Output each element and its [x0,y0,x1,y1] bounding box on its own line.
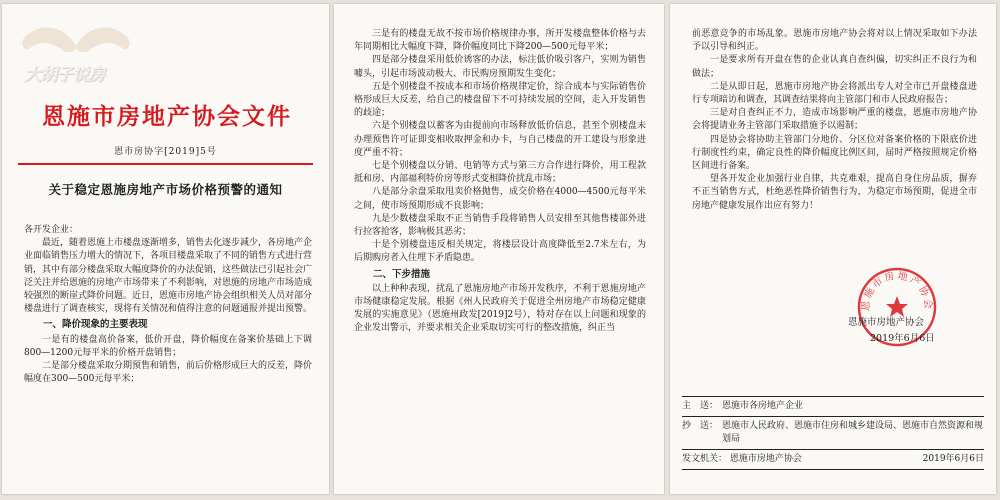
seal-ring-text: 恩施市房地产协会 [860,270,934,312]
main-recipient-value: 恩施市各房地产企业 [722,401,804,411]
page1-body [24,224,312,386]
list-item: 二是部分楼盘采取分期预售和销售，前后价格形成巨大的反差，降价幅度在300—500元每平米； [24,361,313,385]
measures-intro: 以上种种表现，扰乱了恩施房地产市场开发秩序，不利于恩施房地产市场健康稳定发展。根据《州人民政府关于促进全州房地产市场稳定健康发展的实施意见》（恩施州政发[2019]2号），特对存在以上问题和现象的企业发出警示，并要求相关企业采取切实可行的整改措施，纠正当 [354,283,646,334]
routing-block [682,396,984,470]
closing-paragraph: 望各开发企业加强行业自律，共克难艰，提高自身住房品质，摒弃不正当销售方式，杜绝恶性降价销售行为，为稳定市场预期，促进全市房地产健康发展作出应有努力！ [692,174,977,211]
list-item: 六是个别楼盘以蓄客为由提前向市场释放低价信息，甚至个别楼盘未办理预售许可证即变相收取押金和办卡，与自己楼盘的开工建设与形象进度严重不符； [354,121,646,158]
continuation-paragraph: 前恶意竞争的市场乱象。恩施市房地产协会将对以上情况采取如下办法予以引导和纠正。 [692,29,977,53]
measure-item: 一是要求所有开盘在售的企业认真自查纠偏，切实纠正不良行为和做法； [692,55,977,79]
page2-body [354,28,646,336]
issuer-value: 恩施市房地产协会 [729,454,802,464]
watermark-text: 大胡子说房 [24,65,104,85]
list-item: 五是个别楼盘不按成本和市场价格规律定价，综合成本与实际销售价格形成巨大反差，给自己的楼盘留下不可持续发展的空间，走入开发销售的歧途； [354,81,646,119]
salutation: 各开发企业： [24,225,79,235]
measure-item: 三是对自查纠正不力，造成市场影响严重的楼盘，恩施市房地产协会将提请业务主管部门采取措施予以遏制； [692,108,977,132]
section1-heading: 一、降价现象的主要表现 [43,319,148,331]
measure-item: 四是协会将协助主管部门分地价、分区位对备案价格的下限底价进行制度性约束，确定良性的降价幅度比例区间，届时严格按照规定价格区间进行备案。 [692,134,977,172]
divider [682,469,984,470]
signing-organization: 恩施市房地产协会 [848,317,925,328]
document-number: 恩市房协字[2019]5号 [114,147,217,157]
list-item: 七是个别楼盘以分销、电销等方式与第三方合作进行降价，用工程款抵和房、内部福利特价房等形式变相降价扰乱市场； [354,161,646,185]
list-item: 十是个别楼盘违反相关规定，将楼层设计高度降低至2.7米左右，为后期购房者入住埋下矛盾隐患。 [354,240,646,264]
list-item: 四是部分楼盘采用低价诱客的办法，标注低价吸引客户，实则为销售噱头，引起市场波动极大、市民购房预期发生变化； [354,55,646,79]
red-divider [18,163,313,165]
intro-paragraph: 最近，随着恩施上市楼盘逐渐增多，销售去化逐步减少，各房地产企业面临销售压力增大的情况下，各项目楼盘采取了不同的销售方式进行营销，其中有部分楼盘采取大幅度降价的办法促销，这些做法已引起社会广泛关注并给恩施的房地产市场带来了不利影响，对恩施的房地产市场造成较强烈的断崖式降价问题。近日，恩施市房地产协会组织相关人员对部分楼盘进行了调查核实，现将有关情况和值得注意的问题通报并提出预警。 [24,238,313,315]
cc-label: 抄 送： [682,421,719,431]
notice-title: 关于稳定恩施房地产市场价格预警的通知 [48,182,283,197]
main-recipient-row [682,397,984,416]
document-header-title: 恩施市房地产协会文件 [42,104,292,130]
page3-body [692,28,977,213]
cc-value: 恩施市人民政府、恩施市住房和城乡建设局、恩施市自然资源和规划局 [722,421,984,444]
document-page-1 [2,4,329,494]
document-page-2 [334,4,664,494]
cc-row [682,417,984,449]
main-recipient-label: 主 送： [682,401,719,411]
measure-item: 二是从即日起，恩施市房地产协会将派出专人对全市已开盘楼盘进行专项暗访和调查，其调查结果将向主管部门和市人民政府报告； [692,81,977,106]
issuer-row [682,450,984,469]
issuer-label: 发文机关： [682,454,728,464]
section2-heading: 二、下步措施 [373,268,431,280]
list-item: 三是有的楼盘无故不按市场价格规律办事，所开发楼盘整体价格与去年同期相比大幅度下降，降价幅度同比下降200—500元每平米； [354,29,646,53]
list-item: 八是部分余盘采取甩卖价格抛售，成交价格在4000—4500元每平米之间，使市场预期形成不良影响； [354,187,646,211]
signing-date: 2019年6月6日 [870,333,935,344]
issue-date: 2019年6月6日 [922,454,984,464]
list-item: 一是有的楼盘高价备案，低价开盘，降价幅度在备案价基础上下调800—1200元每平米的价格开盘销售； [24,334,312,358]
list-item: 九是少数楼盘采取不正当销售手段将销售人员安排至其他售楼部外进行拉客抢客，影响极其恶劣； [354,213,646,238]
document-page-3 [670,4,996,494]
